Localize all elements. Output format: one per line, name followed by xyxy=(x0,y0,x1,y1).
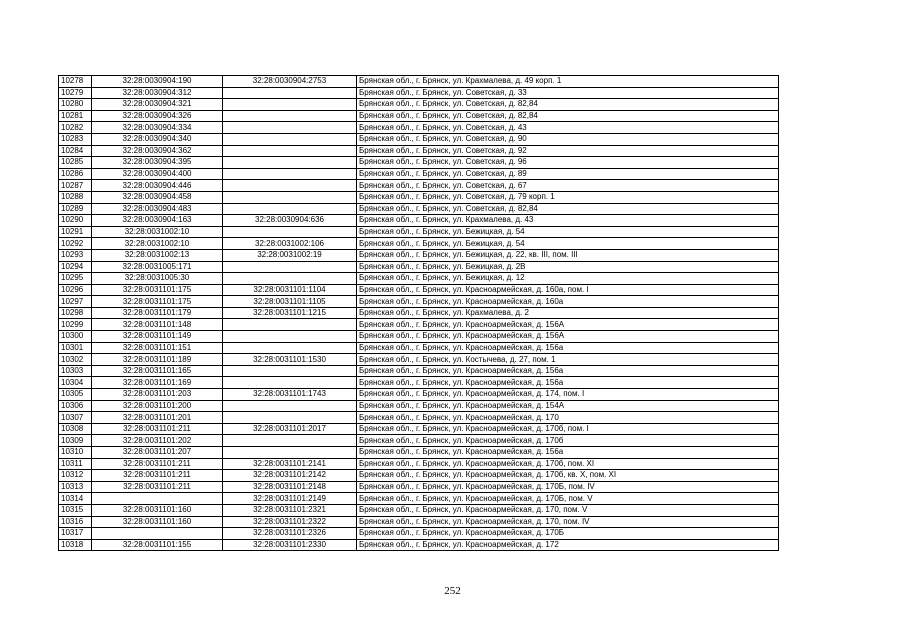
cadastral-number-cell: 32:28:0031101:179 xyxy=(92,307,223,319)
object-cadastral-number-cell xyxy=(223,226,357,238)
cadastral-number-cell: 32:28:0031101:155 xyxy=(92,539,223,551)
address-cell: Брянская обл., г. Брянск, ул. Красноармейская, д. 154А xyxy=(357,400,779,412)
table-row xyxy=(59,99,779,111)
table-row xyxy=(59,203,779,215)
object-cadastral-number-cell xyxy=(223,412,357,424)
cadastral-number-cell: 32:28:0030904:190 xyxy=(92,76,223,88)
cadastral-number-cell: 32:28:0030904:400 xyxy=(92,168,223,180)
table-row xyxy=(59,168,779,180)
row-number-cell: 10309 xyxy=(59,435,92,447)
cadastral-number-cell: 32:28:0030904:458 xyxy=(92,191,223,203)
address-cell: Брянская обл., г. Брянск, ул. Советская, д. 67 xyxy=(357,180,779,192)
object-cadastral-number-cell xyxy=(223,342,357,354)
row-number-cell: 10312 xyxy=(59,470,92,482)
row-number-cell: 10293 xyxy=(59,249,92,261)
cadastral-number-cell: 32:28:0031101:175 xyxy=(92,284,223,296)
object-cadastral-number-cell: 32:28:0031002:19 xyxy=(223,249,357,261)
cadastral-number-cell: 32:28:0031101:149 xyxy=(92,331,223,343)
object-cadastral-number-cell xyxy=(223,157,357,169)
cadastral-number-cell: 32:28:0030904:312 xyxy=(92,87,223,99)
row-number-cell: 10305 xyxy=(59,389,92,401)
row-number-cell: 10291 xyxy=(59,226,92,238)
address-cell: Брянская обл., г. Брянск, ул. Крахмалева, д. 43 xyxy=(357,215,779,227)
table-row xyxy=(59,76,779,88)
table-row xyxy=(59,400,779,412)
row-number-cell: 10278 xyxy=(59,76,92,88)
address-cell: Брянская обл., г. Брянск, ул. Советская, д. 96 xyxy=(357,157,779,169)
address-cell: Брянская обл., г. Брянск, ул. Советская, д. 33 xyxy=(357,87,779,99)
row-number-cell: 10280 xyxy=(59,99,92,111)
table-row xyxy=(59,191,779,203)
object-cadastral-number-cell: 32:28:0031101:2017 xyxy=(223,423,357,435)
row-number-cell: 10281 xyxy=(59,110,92,122)
cadastral-number-cell: 32:28:0031005:171 xyxy=(92,261,223,273)
row-number-cell: 10315 xyxy=(59,504,92,516)
cadastral-number-cell: 32:28:0030904:326 xyxy=(92,110,223,122)
address-cell: Брянская обл., г. Брянск, ул. Бежицкая, д. 54 xyxy=(357,238,779,250)
row-number-cell: 10304 xyxy=(59,377,92,389)
table-row xyxy=(59,87,779,99)
address-cell: Брянская обл., г. Брянск, ул. Советская, д. 79 корп. 1 xyxy=(357,191,779,203)
table-row xyxy=(59,516,779,528)
row-number-cell: 10301 xyxy=(59,342,92,354)
cadastral-number-cell: 32:28:0031101:175 xyxy=(92,296,223,308)
cadastral-number-cell: 32:28:0031101:201 xyxy=(92,412,223,424)
cadastral-number-cell: 32:28:0031002:13 xyxy=(92,249,223,261)
cadastral-number-cell xyxy=(92,493,223,505)
table-row xyxy=(59,458,779,470)
cadastral-number-cell: 32:28:0031101:207 xyxy=(92,447,223,459)
cadastral-number-cell: 32:28:0031101:189 xyxy=(92,354,223,366)
object-cadastral-number-cell: 32:28:0031101:2322 xyxy=(223,516,357,528)
table-row xyxy=(59,412,779,424)
table-row xyxy=(59,122,779,134)
table-row xyxy=(59,481,779,493)
table-row xyxy=(59,354,779,366)
address-cell: Брянская обл., г. Брянск, ул. Красноармейская, д. 170б xyxy=(357,435,779,447)
table-row xyxy=(59,296,779,308)
object-cadastral-number-cell xyxy=(223,110,357,122)
table-row xyxy=(59,215,779,227)
row-number-cell: 10279 xyxy=(59,87,92,99)
table-row xyxy=(59,365,779,377)
address-cell: Брянская обл., г. Брянск, ул. Красноармейская, д. 156а xyxy=(357,365,779,377)
table-row xyxy=(59,284,779,296)
row-number-cell: 10314 xyxy=(59,493,92,505)
object-cadastral-number-cell: 32:28:0031101:1104 xyxy=(223,284,357,296)
table-row xyxy=(59,342,779,354)
object-cadastral-number-cell: 32:28:0030904:636 xyxy=(223,215,357,227)
address-cell: Брянская обл., г. Брянск, ул. Костычева, д. 27, пом. 1 xyxy=(357,354,779,366)
object-cadastral-number-cell: 32:28:0031101:1530 xyxy=(223,354,357,366)
address-cell: Брянская обл., г. Брянск, ул. Красноармейская, д. 156а xyxy=(357,377,779,389)
address-cell: Брянская обл., г. Брянск, ул. Красноармейская, д. 172 xyxy=(357,539,779,551)
row-number-cell: 10299 xyxy=(59,319,92,331)
cadastral-number-cell: 32:28:0031101:165 xyxy=(92,365,223,377)
object-cadastral-number-cell xyxy=(223,180,357,192)
cadastral-number-cell: 32:28:0031101:160 xyxy=(92,516,223,528)
table-row xyxy=(59,504,779,516)
row-number-cell: 10294 xyxy=(59,261,92,273)
row-number-cell: 10298 xyxy=(59,307,92,319)
object-cadastral-number-cell xyxy=(223,168,357,180)
row-number-cell: 10307 xyxy=(59,412,92,424)
cadastral-number-cell: 32:28:0031101:151 xyxy=(92,342,223,354)
address-cell: Брянская обл., г. Брянск, ул. Красноармейская, д. 170 xyxy=(357,412,779,424)
cadastral-number-cell: 32:28:0030904:163 xyxy=(92,215,223,227)
row-number-cell: 10282 xyxy=(59,122,92,134)
cadastral-number-cell: 32:28:0031101:211 xyxy=(92,481,223,493)
row-number-cell: 10317 xyxy=(59,528,92,540)
object-cadastral-number-cell: 32:28:0031101:2330 xyxy=(223,539,357,551)
cadastral-number-cell: 32:28:0030904:395 xyxy=(92,157,223,169)
address-cell: Брянская обл., г. Брянск, ул. Красноармейская, д. 160а, пом. I xyxy=(357,284,779,296)
address-cell: Брянская обл., г. Брянск, ул. Советская, д. 82,84 xyxy=(357,203,779,215)
cadastral-number-cell: 32:28:0031101:211 xyxy=(92,423,223,435)
object-cadastral-number-cell xyxy=(223,122,357,134)
object-cadastral-number-cell xyxy=(223,400,357,412)
object-cadastral-number-cell: 32:28:0031002:106 xyxy=(223,238,357,250)
table-row xyxy=(59,238,779,250)
row-number-cell: 10297 xyxy=(59,296,92,308)
address-cell: Брянская обл., г. Брянск, ул. Крахмалева, д. 49 корп. 1 xyxy=(357,76,779,88)
object-cadastral-number-cell xyxy=(223,133,357,145)
address-cell: Брянская обл., г. Брянск, ул. Красноармейская, д. 170Б, пом. V xyxy=(357,493,779,505)
address-cell: Брянская обл., г. Брянск, ул. Красноармейская, д. 156А xyxy=(357,319,779,331)
table-row xyxy=(59,539,779,551)
table-row xyxy=(59,226,779,238)
cadastral-number-cell: 32:28:0031101:202 xyxy=(92,435,223,447)
row-number-cell: 10283 xyxy=(59,133,92,145)
table-row xyxy=(59,249,779,261)
cadastral-number-cell: 32:28:0030904:340 xyxy=(92,133,223,145)
object-cadastral-number-cell: 32:28:0031101:1215 xyxy=(223,307,357,319)
table-row xyxy=(59,493,779,505)
object-cadastral-number-cell: 32:28:0031101:2141 xyxy=(223,458,357,470)
address-cell: Брянская обл., г. Брянск, ул. Советская, д. 43 xyxy=(357,122,779,134)
cadastral-number-cell: 32:28:0031002:10 xyxy=(92,238,223,250)
object-cadastral-number-cell xyxy=(223,435,357,447)
cadastral-number-cell: 32:28:0031101:211 xyxy=(92,458,223,470)
row-number-cell: 10290 xyxy=(59,215,92,227)
object-cadastral-number-cell: 32:28:0030904:2753 xyxy=(223,76,357,88)
address-cell: Брянская обл., г. Брянск, ул. Бежицкая, д. 54 xyxy=(357,226,779,238)
row-number-cell: 10318 xyxy=(59,539,92,551)
table-row xyxy=(59,528,779,540)
object-cadastral-number-cell: 32:28:0031101:1105 xyxy=(223,296,357,308)
table-row xyxy=(59,110,779,122)
address-cell: Брянская обл., г. Брянск, ул. Красноармейская, д. 170, пом. IV xyxy=(357,516,779,528)
cadastral-number-cell: 32:28:0030904:334 xyxy=(92,122,223,134)
table-row xyxy=(59,261,779,273)
row-number-cell: 10287 xyxy=(59,180,92,192)
table-row xyxy=(59,273,779,285)
address-cell: Брянская обл., г. Брянск, ул. Красноармейская, д. 170Б xyxy=(357,528,779,540)
row-number-cell: 10284 xyxy=(59,145,92,157)
address-cell: Брянская обл., г. Брянск, ул. Красноармейская, д. 156а xyxy=(357,447,779,459)
object-cadastral-number-cell xyxy=(223,447,357,459)
row-number-cell: 10295 xyxy=(59,273,92,285)
address-cell: Брянская обл., г. Брянск, ул. Красноармейская, д. 170б, кв. X, пом. XI xyxy=(357,470,779,482)
address-cell: Брянская обл., г. Брянск, ул. Советская, д. 82,84 xyxy=(357,110,779,122)
table-row xyxy=(59,319,779,331)
address-cell: Брянская обл., г. Брянск, ул. Красноармейская, д. 156а xyxy=(357,342,779,354)
row-number-cell: 10289 xyxy=(59,203,92,215)
cadastral-number-cell: 32:28:0031101:203 xyxy=(92,389,223,401)
object-cadastral-number-cell: 32:28:0031101:2148 xyxy=(223,481,357,493)
table-row xyxy=(59,145,779,157)
table-row xyxy=(59,157,779,169)
page-number: 252 xyxy=(444,585,461,597)
cadastral-number-cell xyxy=(92,528,223,540)
cadastral-number-cell: 32:28:0031101:160 xyxy=(92,504,223,516)
object-cadastral-number-cell xyxy=(223,261,357,273)
address-cell: Брянская обл., г. Брянск, ул. Бежицкая, д. 2В xyxy=(357,261,779,273)
object-cadastral-number-cell xyxy=(223,377,357,389)
table-row xyxy=(59,389,779,401)
cadastral-number-cell: 32:28:0031101:169 xyxy=(92,377,223,389)
table-row xyxy=(59,180,779,192)
object-cadastral-number-cell: 32:28:0031101:2321 xyxy=(223,504,357,516)
address-cell: Брянская обл., г. Брянск, ул. Бежицкая, д. 22, кв. III, пом. III xyxy=(357,249,779,261)
cadastral-number-cell: 32:28:0031101:200 xyxy=(92,400,223,412)
row-number-cell: 10316 xyxy=(59,516,92,528)
table-row xyxy=(59,377,779,389)
table-row xyxy=(59,133,779,145)
address-cell: Брянская обл., г. Брянск, ул. Красноармейская, д. 170б, пом. XI xyxy=(357,458,779,470)
object-cadastral-number-cell: 32:28:0031101:2142 xyxy=(223,470,357,482)
table-row xyxy=(59,423,779,435)
row-number-cell: 10311 xyxy=(59,458,92,470)
object-cadastral-number-cell xyxy=(223,331,357,343)
table-row xyxy=(59,331,779,343)
object-cadastral-number-cell xyxy=(223,273,357,285)
cadastral-number-cell: 32:28:0031101:211 xyxy=(92,470,223,482)
object-cadastral-number-cell xyxy=(223,99,357,111)
registry-table xyxy=(58,75,779,551)
row-number-cell: 10302 xyxy=(59,354,92,366)
row-number-cell: 10310 xyxy=(59,447,92,459)
table-row xyxy=(59,470,779,482)
object-cadastral-number-cell xyxy=(223,365,357,377)
object-cadastral-number-cell xyxy=(223,145,357,157)
row-number-cell: 10296 xyxy=(59,284,92,296)
object-cadastral-number-cell xyxy=(223,87,357,99)
row-number-cell: 10288 xyxy=(59,191,92,203)
address-cell: Брянская обл., г. Брянск, ул. Советская, д. 92 xyxy=(357,145,779,157)
cadastral-number-cell: 32:28:0031002:10 xyxy=(92,226,223,238)
table-row xyxy=(59,435,779,447)
object-cadastral-number-cell: 32:28:0031101:2149 xyxy=(223,493,357,505)
cadastral-number-cell: 32:28:0031005:30 xyxy=(92,273,223,285)
address-cell: Брянская обл., г. Брянск, ул. Красноармейская, д. 170б, пом. I xyxy=(357,423,779,435)
object-cadastral-number-cell xyxy=(223,203,357,215)
row-number-cell: 10303 xyxy=(59,365,92,377)
address-cell: Брянская обл., г. Брянск, ул. Красноармейская, д. 160а xyxy=(357,296,779,308)
address-cell: Брянская обл., г. Брянск, ул. Красноармейская, д. 170Б, пом. IV xyxy=(357,481,779,493)
address-cell: Брянская обл., г. Брянск, ул. Красноармейская, д. 170, пом. V xyxy=(357,504,779,516)
cadastral-number-cell: 32:28:0030904:446 xyxy=(92,180,223,192)
cadastral-number-cell: 32:28:0031101:148 xyxy=(92,319,223,331)
cadastral-number-cell: 32:28:0030904:483 xyxy=(92,203,223,215)
registry-table-body xyxy=(59,76,779,551)
object-cadastral-number-cell: 32:28:0031101:1743 xyxy=(223,389,357,401)
address-cell: Брянская обл., г. Брянск, ул. Красноармейская, д. 156А xyxy=(357,331,779,343)
address-cell: Брянская обл., г. Брянск, ул. Советская, д. 89 xyxy=(357,168,779,180)
cadastral-number-cell: 32:28:0030904:362 xyxy=(92,145,223,157)
object-cadastral-number-cell xyxy=(223,191,357,203)
table-row xyxy=(59,447,779,459)
row-number-cell: 10313 xyxy=(59,481,92,493)
address-cell: Брянская обл., г. Брянск, ул. Бежицкая, д. 12 xyxy=(357,273,779,285)
object-cadastral-number-cell: 32:28:0031101:2326 xyxy=(223,528,357,540)
row-number-cell: 10306 xyxy=(59,400,92,412)
row-number-cell: 10308 xyxy=(59,423,92,435)
address-cell: Брянская обл., г. Брянск, ул. Советская, д. 90 xyxy=(357,133,779,145)
row-number-cell: 10300 xyxy=(59,331,92,343)
address-cell: Брянская обл., г. Брянск, ул. Крахмалева, д. 2 xyxy=(357,307,779,319)
cadastral-number-cell: 32:28:0030904:321 xyxy=(92,99,223,111)
row-number-cell: 10292 xyxy=(59,238,92,250)
row-number-cell: 10285 xyxy=(59,157,92,169)
address-cell: Брянская обл., г. Брянск, ул. Советская, д. 82,84 xyxy=(357,99,779,111)
object-cadastral-number-cell xyxy=(223,319,357,331)
address-cell: Брянская обл., г. Брянск, ул. Красноармейская, д. 174, пом. I xyxy=(357,389,779,401)
table-row xyxy=(59,307,779,319)
row-number-cell: 10286 xyxy=(59,168,92,180)
